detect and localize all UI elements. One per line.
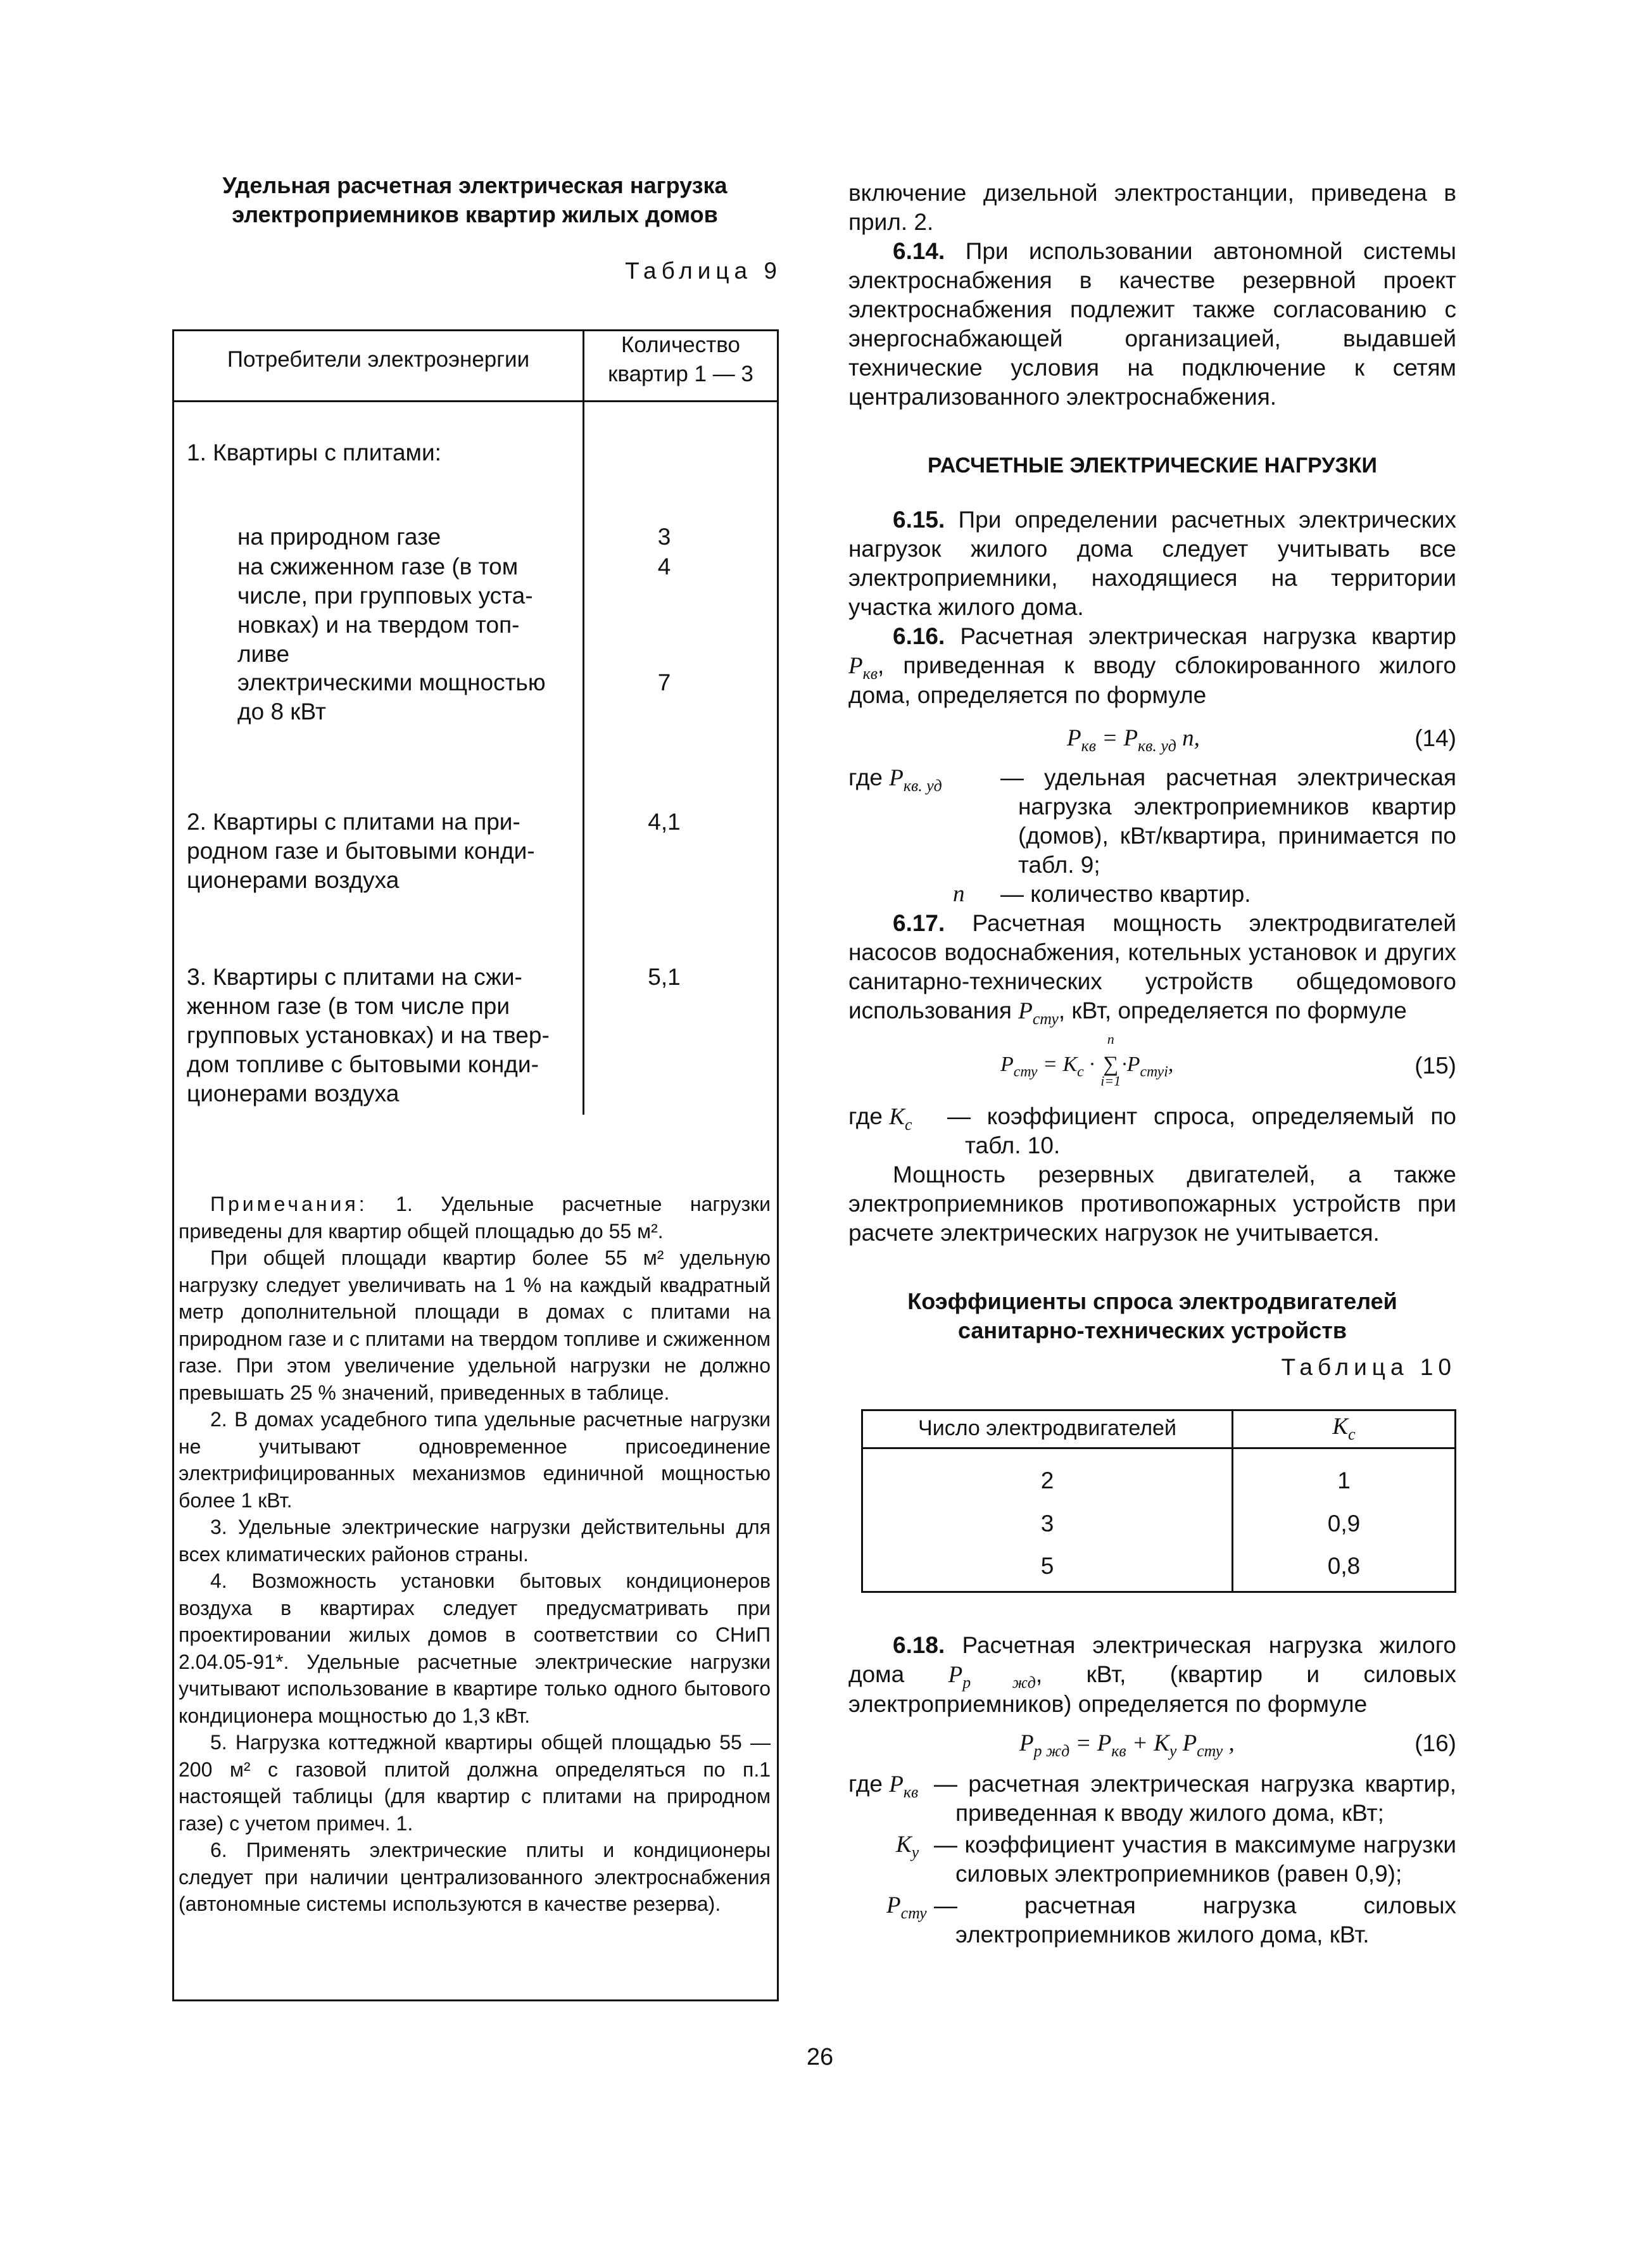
table9-row3-label-line2: до 8 кВт bbox=[237, 699, 326, 725]
right-column-lower bbox=[848, 1631, 1456, 1949]
clause-6-14-text: При использовании автономной системы электроснабжения в качестве резервной проект электроснабжения подлежит также согласованию с энергоснабжающей организацией, выдавшей технические условия на подключение к сетям централизованного электроснабжения. bbox=[848, 238, 1456, 410]
clause-6-18-text-b: , кВт, (квартир и силовых электроприемников) определяется по формуле bbox=[848, 1661, 1456, 1717]
clause-6-17 bbox=[848, 909, 1456, 1029]
f16-sub-sty: сту bbox=[1197, 1742, 1223, 1761]
f16-p: P bbox=[1019, 1730, 1034, 1756]
f15-sub-c: с bbox=[1077, 1063, 1084, 1080]
def-p-kvud-sub: кв. уд bbox=[903, 776, 942, 795]
table10-right-border bbox=[1454, 1409, 1456, 1593]
subscript-kv: кв bbox=[862, 664, 878, 683]
f16-k: K bbox=[1154, 1730, 1169, 1756]
note-1-text: 1. Удельные расчетные нагрузки приведены для квартир общей площадью до 55 м². bbox=[179, 1193, 771, 1243]
clause-6-18-number: 6.18. bbox=[893, 1632, 945, 1658]
table9-left-border bbox=[172, 329, 174, 2001]
def-psty-text: — расчетная нагрузка силовых электроприемников жилого дома, кВт. bbox=[934, 1892, 1456, 1948]
table9-row3-value: 7 bbox=[657, 669, 671, 695]
def-p-kvud bbox=[848, 763, 1456, 880]
f15-sub-sty2: сту bbox=[1140, 1063, 1164, 1080]
def-ku-text: — коэффициент участия в максимуме нагрузки силовых электроприемников (равен 0,9); bbox=[934, 1832, 1456, 1887]
table9-caption: Таблица 9 bbox=[625, 258, 782, 284]
symbol-p-rzhd-sub: р жд bbox=[962, 1673, 1036, 1692]
where-label: где bbox=[848, 764, 883, 790]
f15-p: P bbox=[1000, 1053, 1014, 1076]
f16-sub-kv: кв bbox=[1111, 1742, 1126, 1761]
def-pkv-sub: кв bbox=[903, 1783, 919, 1802]
def-n-text: — количество квартир. bbox=[1000, 881, 1251, 907]
def-n-key: n bbox=[953, 881, 965, 907]
section-heading: РАСЧЕТНЫЕ ЭЛЕКТРИЧЕСКИЕ НАГРУЗКИ bbox=[928, 453, 1377, 478]
notes-label: Примечания: bbox=[210, 1193, 368, 1215]
table10-row3-count: 5 bbox=[1040, 1553, 1054, 1579]
def-ku bbox=[848, 1830, 1456, 1889]
note-1b: При общей площади квартир более 55 м² удельную нагрузку следует увеличивать на 1 % на каждый квадратный метр дополнительной площади в домах с плитами на природном газе и с плитами на твердом топливе и сжиженном газе. При этом увеличение удельной нагрузки не должно превышать 25 % значений, приведенных в таблице. bbox=[179, 1246, 771, 1404]
table10-header-k: K bbox=[1332, 1414, 1349, 1440]
def-kc bbox=[848, 1102, 1456, 1160]
def-pkv-key bbox=[848, 1770, 919, 1802]
table10-row1-count: 2 bbox=[1040, 1467, 1054, 1493]
f15-sum-bottom: i=1 bbox=[1100, 1073, 1121, 1089]
def-p-kvud-p: P bbox=[889, 765, 904, 791]
def-p-kvud-text: — удельная расчетная электрическая нагрузка электроприемников квартир (домов), кВт/квартира, принимается по табл. 9; bbox=[1000, 764, 1456, 878]
f16-p3: P bbox=[1182, 1730, 1197, 1756]
note-6: 6. Применять электрические плиты и кондиционеры следует при наличии централизованного электроснабжения (автономные системы используются в качестве резерва). bbox=[179, 1839, 771, 1915]
clause-6-14 bbox=[848, 237, 1456, 412]
table9-header-count-line2: квартир 1 — 3 bbox=[608, 362, 753, 386]
formula-15-expression: $P_{сту} = K_с$ · n ∑ i=1 $\cdot P_{стуi}$, bbox=[1000, 1031, 1174, 1089]
def-pkv-symbol bbox=[889, 1771, 919, 1802]
note-4: 4. Возможность установки бытовых кондиционеров воздуха в квартирах следует предусматривать при проектировании жилых домов в соответствии со СНиП 2.04.05-91*. Удельные расчетные электрические нагрузки учитывают использование в квартире только одного бытового кондиционера мощностью до 1,3 кВт. bbox=[179, 1569, 771, 1727]
clause-6-18-text-a: Расчетная электрическая нагрузка жилого дома bbox=[848, 1632, 1456, 1687]
formula-16-number: (16) bbox=[1414, 1730, 1456, 1756]
table9-row2-label bbox=[237, 552, 533, 669]
clause-6-15-text: При определении расчетных электрических нагрузок жилого дома следует учитывать все электроприемники, находящиеся на территории участка жилого дома. bbox=[848, 507, 1456, 620]
symbol-p-sty bbox=[1018, 998, 1059, 1029]
table9-header-bottom-border bbox=[172, 400, 779, 402]
table10-header-sub: с bbox=[1348, 1425, 1356, 1444]
table9-group2-line1: 2. Квартиры с плитами на при- bbox=[187, 809, 520, 835]
table9-group1-title: 1. Квартиры с плитами: bbox=[187, 440, 441, 466]
def-n bbox=[848, 880, 1456, 909]
clause-6-17-number: 6.17. bbox=[893, 910, 945, 936]
table9-group3-value: 5,1 bbox=[648, 964, 681, 990]
clause-6-15 bbox=[848, 505, 1456, 622]
def-kc-k: K bbox=[889, 1104, 905, 1130]
clause-6-16-number: 6.16. bbox=[893, 623, 945, 649]
clause-6-17-text-b: , кВт, определяется по формуле bbox=[1058, 998, 1407, 1023]
table9-bottom-border bbox=[172, 1999, 779, 2001]
formula-16 bbox=[848, 1723, 1456, 1770]
table10-top-border bbox=[861, 1409, 1456, 1411]
def-pkv-where: где bbox=[848, 1771, 883, 1797]
symbol-p-sty-sub: сту bbox=[1032, 1010, 1059, 1029]
clause-6-16 bbox=[848, 622, 1456, 710]
def-p-kvud-symbol bbox=[889, 765, 942, 795]
table9-header-count-line1: Количество bbox=[621, 333, 740, 357]
table10-title-line1: Коэффициенты спроса электродвигателей bbox=[907, 1288, 1397, 1314]
table9-title-line2: электроприемников квартир жилых домов bbox=[232, 201, 718, 227]
table9-row2-label-line1: на сжиженном газе (в том bbox=[237, 554, 519, 580]
table9-group2-value: 4,1 bbox=[648, 809, 681, 835]
clause-6-14-number: 6.14. bbox=[893, 238, 945, 264]
table9-row2-label-line3: новках) и на твердом топ- bbox=[237, 612, 520, 638]
clause-6-18 bbox=[848, 1631, 1456, 1719]
note-3: 3. Удельные электрические нагрузки действительны для всех климатических районов страны. bbox=[179, 1516, 771, 1566]
table9-group3 bbox=[187, 963, 550, 1108]
table9-row1-label: на природном газе bbox=[237, 524, 441, 550]
table9-row3-label bbox=[237, 668, 546, 726]
table10-header-border bbox=[861, 1447, 1456, 1449]
def-pkv bbox=[848, 1770, 1456, 1828]
table10-header-kc bbox=[1233, 1412, 1454, 1444]
right-column bbox=[848, 179, 1456, 1382]
def-psty bbox=[848, 1891, 1456, 1949]
f15-k: K bbox=[1062, 1053, 1078, 1076]
def-ku-k: K bbox=[896, 1832, 912, 1858]
formula-14-number: (14) bbox=[1414, 725, 1456, 751]
table9-header-count bbox=[584, 331, 777, 389]
table9-group2-line2: родном газе и бытовыми конди- bbox=[187, 838, 535, 864]
symbol-p-rzhd bbox=[948, 1662, 1036, 1692]
table9-group3-line3: групповых установках) и на твер- bbox=[187, 1022, 550, 1048]
def-pkv-text: — расчетная электрическая нагрузка квартир, приведенная к вводу жилого дома, кВт; bbox=[934, 1771, 1456, 1826]
table9-row2-label-line4: ливе bbox=[237, 641, 290, 667]
def-p-kvud-key bbox=[848, 763, 942, 793]
table9-notes bbox=[179, 1191, 771, 1918]
table10-title-line2: санитарно-технических устройств bbox=[957, 1317, 1347, 1343]
sigma-icon: ∑ bbox=[1103, 1053, 1119, 1076]
f15-sum bbox=[1100, 1031, 1121, 1089]
intro-paragraph: включение дизельной электростанции, приведена в прил. 2. bbox=[848, 180, 1456, 235]
f15-sum-top: n bbox=[1107, 1031, 1114, 1047]
def-kc-symbol bbox=[889, 1104, 912, 1134]
clause-6-16-text-a: Расчетная электрическая нагрузка квартир bbox=[945, 623, 1456, 649]
table9-group3-line1: 3. Квартиры с плитами на сжи- bbox=[187, 964, 522, 990]
clause-6-16-text-b: , приведенная к вводу сблокированного жилого дома, определяется по формуле bbox=[848, 652, 1456, 708]
table10-row2-kc: 0,9 bbox=[1327, 1511, 1361, 1536]
table10-row1-kc: 1 bbox=[1337, 1467, 1351, 1493]
table9-group2 bbox=[187, 808, 535, 895]
def-ku-key bbox=[896, 1830, 919, 1862]
def-psty-sub: сту bbox=[900, 1904, 927, 1923]
def-kc-text: — коэффициент спроса, определяемый по табл. 10. bbox=[947, 1103, 1456, 1158]
table10-caption: Таблица 10 bbox=[1281, 1354, 1456, 1380]
table9-row1-value: 3 bbox=[657, 524, 671, 550]
f14-p2: P bbox=[1123, 725, 1138, 751]
table9-header-consumers: Потребители электроэнергии bbox=[227, 347, 530, 372]
def-ku-sub: у bbox=[911, 1843, 919, 1862]
formula-15 bbox=[848, 1032, 1456, 1102]
symbol-p-sty-p: P bbox=[1018, 998, 1033, 1024]
formula-14 bbox=[848, 718, 1456, 763]
formula-14-expression: $P_{кв} = P_{кв. уд}$ n, bbox=[1067, 725, 1200, 756]
def-kc-where: где bbox=[848, 1103, 883, 1129]
table10-bottom-border bbox=[861, 1591, 1456, 1593]
table10-title bbox=[848, 1287, 1456, 1345]
symbol-p-rzhd-p: P bbox=[948, 1662, 963, 1688]
note-2: 2. В домах усадебного типа удельные расчетные нагрузки не учитывают одновременное присоединение электрифицированных механизмов единичной мощностью более 1 кВт. bbox=[179, 1408, 771, 1512]
reserve-paragraph: Мощность резервных двигателей, а также электроприемников противопожарных устройств при расчете электрических нагрузок не учитывается. bbox=[848, 1162, 1456, 1246]
table9-row2-label-line2: числе, при групповых уста- bbox=[237, 583, 533, 609]
formula-16-expression: $P_{р жд} = P_{кв} + K_у$ $P_{сту}$ , bbox=[1019, 1730, 1235, 1761]
symbol-p: P bbox=[848, 653, 863, 679]
page-number: 26 bbox=[806, 2044, 834, 2070]
def-kc-sub: с bbox=[904, 1115, 912, 1134]
f15-sub-i: i bbox=[1164, 1063, 1168, 1080]
clause-6-17-text-a: Расчетная мощность электродвигателей насосов водоснабжения, котельных установок и других санитарно-технических устройств общедомового использования bbox=[848, 910, 1456, 1023]
symbol-p-kv bbox=[848, 653, 878, 683]
table10-row2-count: 3 bbox=[1040, 1511, 1054, 1536]
table9-column-divider bbox=[583, 329, 584, 1115]
clause-6-15-number: 6.15. bbox=[893, 507, 945, 533]
table9-title-line1: Удельная расчетная электрическая нагрузка bbox=[222, 172, 728, 198]
f14-p: P bbox=[1067, 725, 1081, 751]
table10-header-count: Число электродвигателей bbox=[918, 1416, 1176, 1440]
f15-sub-sty: сту bbox=[1013, 1063, 1038, 1080]
def-kc-key bbox=[848, 1102, 912, 1132]
note-1 bbox=[179, 1191, 771, 1245]
f16-sub-rzhd: р жд bbox=[1033, 1742, 1070, 1761]
table9-row3-label-line1: электрическими мощностью bbox=[237, 669, 546, 695]
f14-n: n bbox=[1182, 725, 1194, 751]
f16-sub-u: у bbox=[1169, 1742, 1177, 1761]
def-psty-key bbox=[886, 1891, 927, 1923]
left-column bbox=[168, 171, 782, 284]
table9-right-border bbox=[777, 329, 779, 2001]
f15-p2: P bbox=[1126, 1053, 1140, 1076]
table9-group3-line4: дом топливе с бытовыми конди- bbox=[187, 1051, 539, 1077]
formula-15-number: (15) bbox=[1414, 1053, 1456, 1079]
table9-group3-line2: женном газе (в том числе при bbox=[187, 993, 510, 1019]
table9-group3-line5: ционерами воздуха bbox=[187, 1080, 400, 1106]
table10-row3-kc: 0,8 bbox=[1327, 1553, 1361, 1579]
table9-title bbox=[168, 171, 782, 229]
def-psty-p: P bbox=[886, 1892, 901, 1918]
f16-p2: P bbox=[1097, 1730, 1112, 1756]
f14-sub-kv: кв bbox=[1081, 737, 1096, 756]
def-pkv-p: P bbox=[889, 1771, 904, 1797]
table9-row2-value: 4 bbox=[657, 554, 671, 580]
table9-group2-line3: ционерами воздуха bbox=[187, 867, 400, 893]
f14-sub-kvud: кв. уд bbox=[1138, 737, 1176, 756]
note-5: 5. Нагрузка коттеджной квартиры общей площадью 55 — 200 м² с газовой плитой должна определяться по п.1 настоящей таблицы (для квартир с плитами на природном газе) с учетом примеч. 1. bbox=[179, 1731, 771, 1835]
